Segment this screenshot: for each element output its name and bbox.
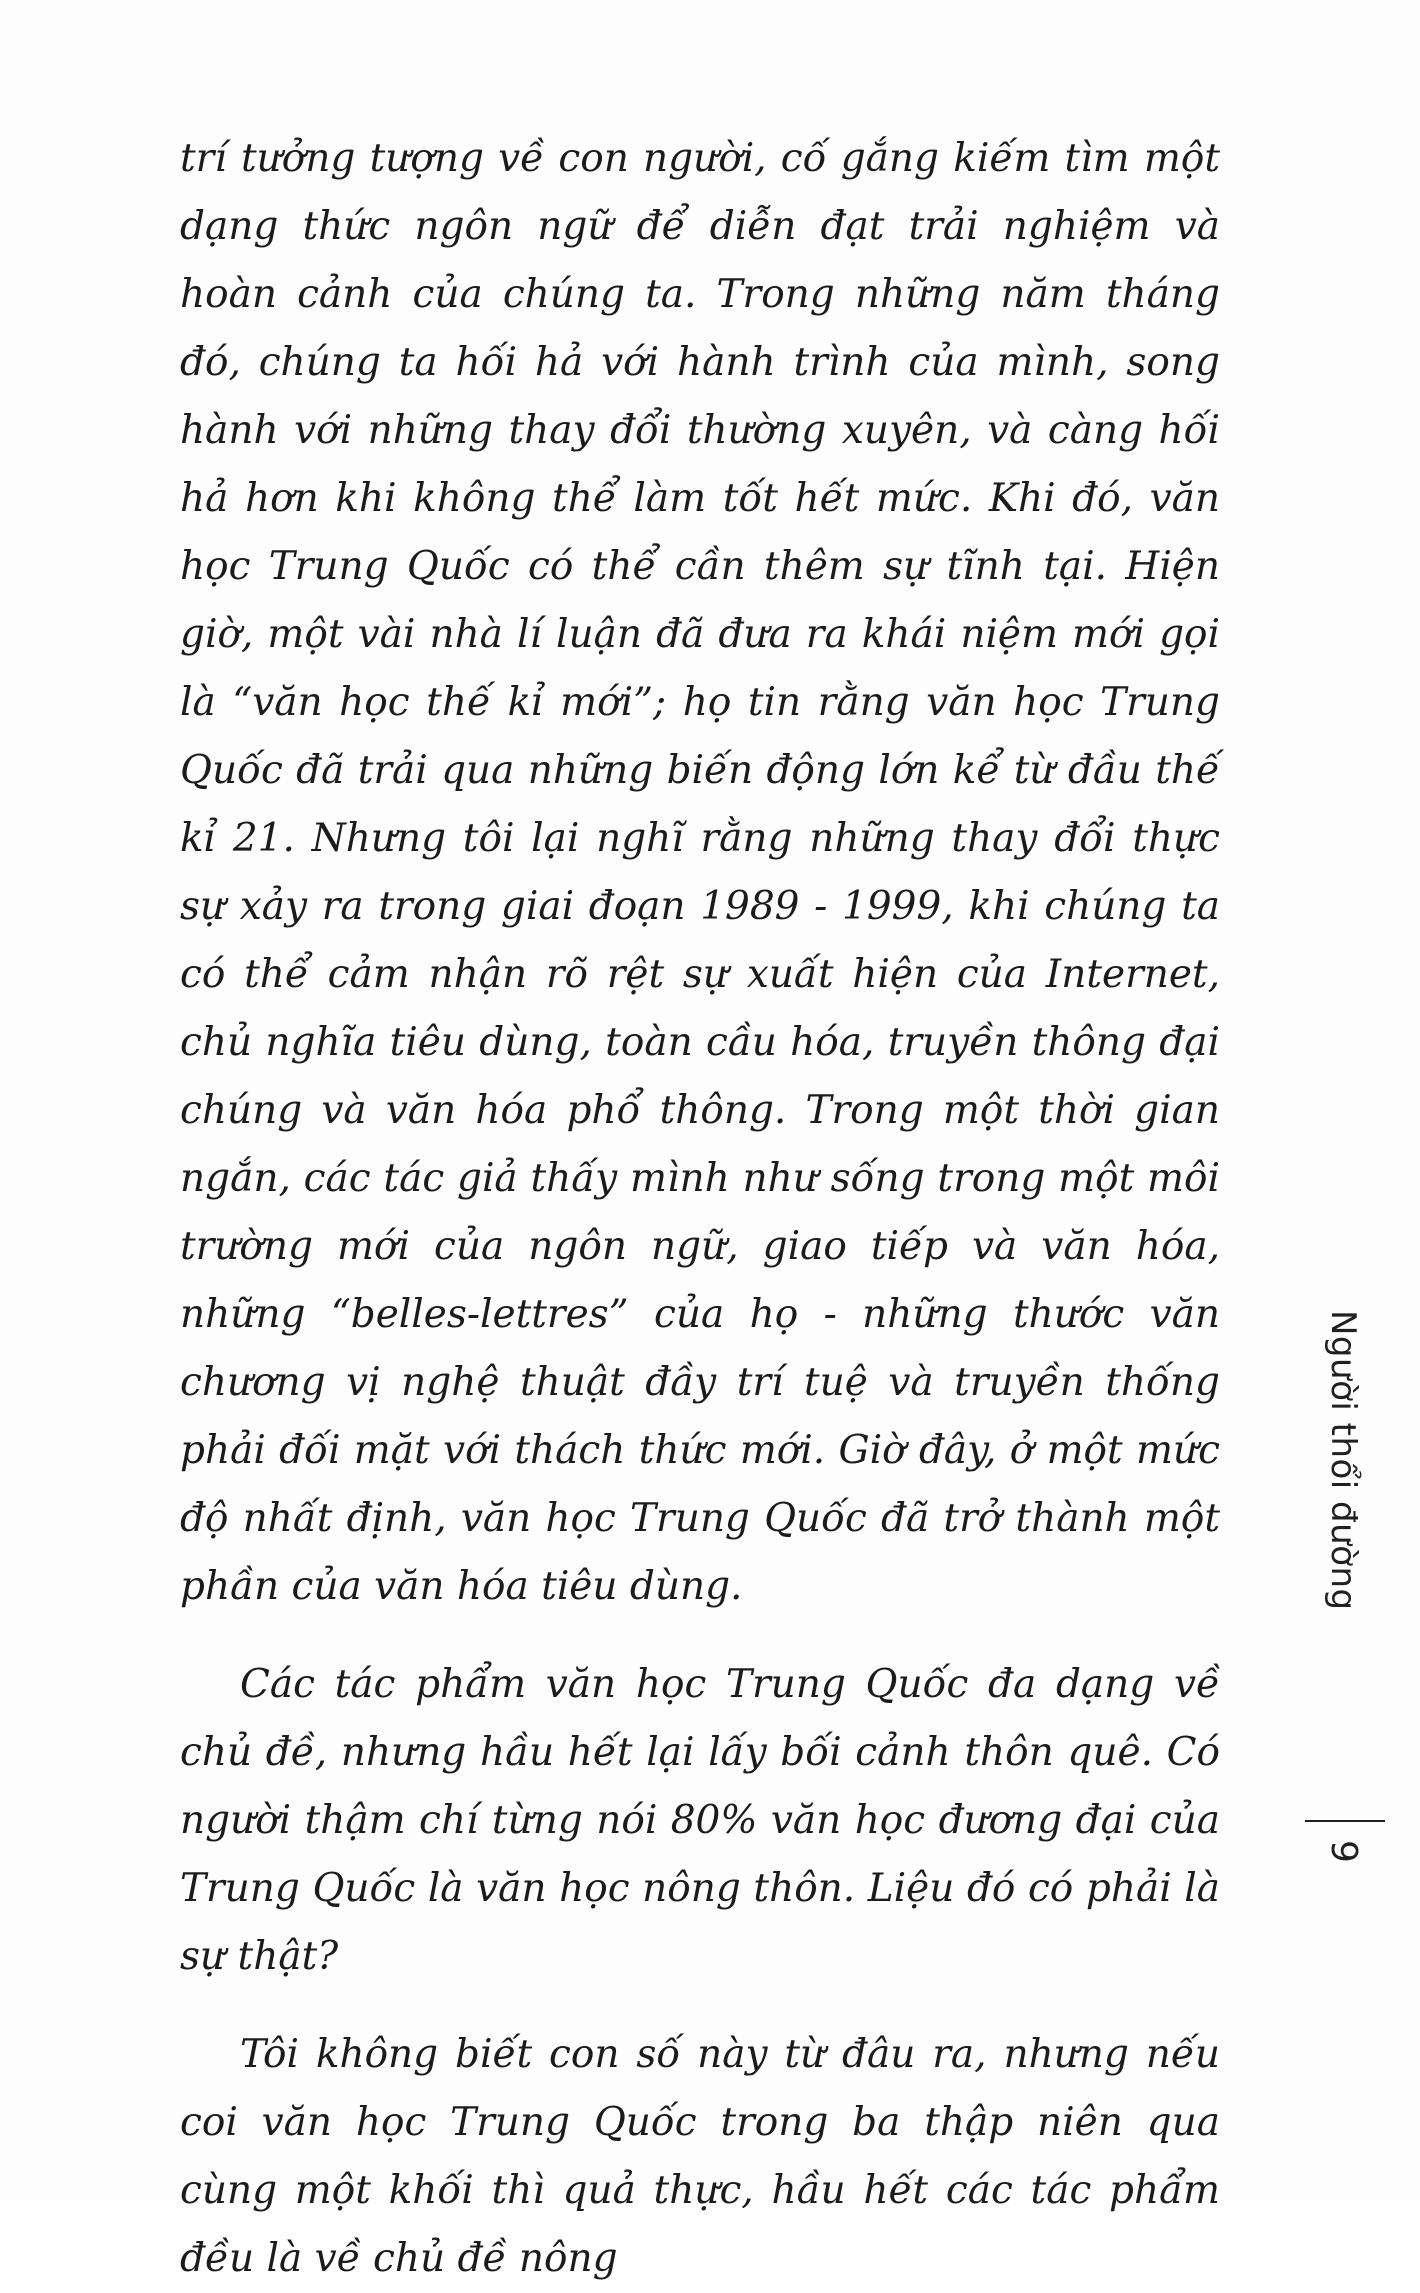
page-number: 9	[1323, 1840, 1364, 1863]
paragraph-3: Tôi không biết con số này từ đâu ra, nhưng nếu coi văn học Trung Quốc trong ba thập niên qua cùng một khối thì quả thực, hầu hết các tác phẩm đều là về chủ đề nông	[180, 2032, 1220, 2281]
side-running-header	[1315, 1310, 1375, 1930]
running-title: Người thổi đường	[1323, 1310, 1363, 1611]
divider	[1305, 1820, 1385, 1822]
paragraph-1: trí tưởng tượng về con người, cố gắng kiếm tìm một dạng thức ngôn ngữ để diễn đạt trải nghiệm và hoàn cảnh của chúng ta. Trong những năm tháng đó, chúng ta hối hả với hành trình của mình, song hành với những thay đổi thường xuyên, và càng hối hả hơn khi không thể làm tốt hết mức. Khi đó, văn học Trung Quốc có thể cần thêm sự tĩnh tại. Hiện giờ, một vài nhà lí luận đã đưa ra khái niệm mới gọi là “văn học thế kỉ mới”; họ tin rằng văn học Trung Quốc đã trải qua những biến động lớn kể từ đầu thế kỉ 21. Nhưng tôi lại nghĩ rằng những thay đổi thực sự xảy ra trong giai đoạn 1989 - 1999, khi chúng ta có thể cảm nhận rõ rệt sự xuất hiện của Internet, chủ nghĩa tiêu dùng, toàn cầu hóa, truyền thông đại chúng và văn hóa phổ thông. Trong một thời gian ngắn, các tác giả thấy mình như sống trong một môi trường mới của ngôn ngữ, giao tiếp và văn hóa, những “belles-lettres” của họ - những thước văn chương vị nghệ thuật đầy trí tuệ và truyền thống phải đối mặt với thách thức mới. Giờ đây, ở một mức độ nhất định, văn học Trung Quốc đã trở thành một phần của văn hóa tiêu dùng.	[180, 136, 1220, 1609]
body-text	[180, 125, 1220, 2293]
paragraph-2: Các tác phẩm văn học Trung Quốc đa dạng về chủ đề, nhưng hầu hết lại lấy bối cảnh thôn quê. Có người thậm chí từng nói 80% văn học đương đại của Trung Quốc là văn học nông thôn. Liệu đó có phải là sự thật?	[180, 1662, 1220, 1979]
